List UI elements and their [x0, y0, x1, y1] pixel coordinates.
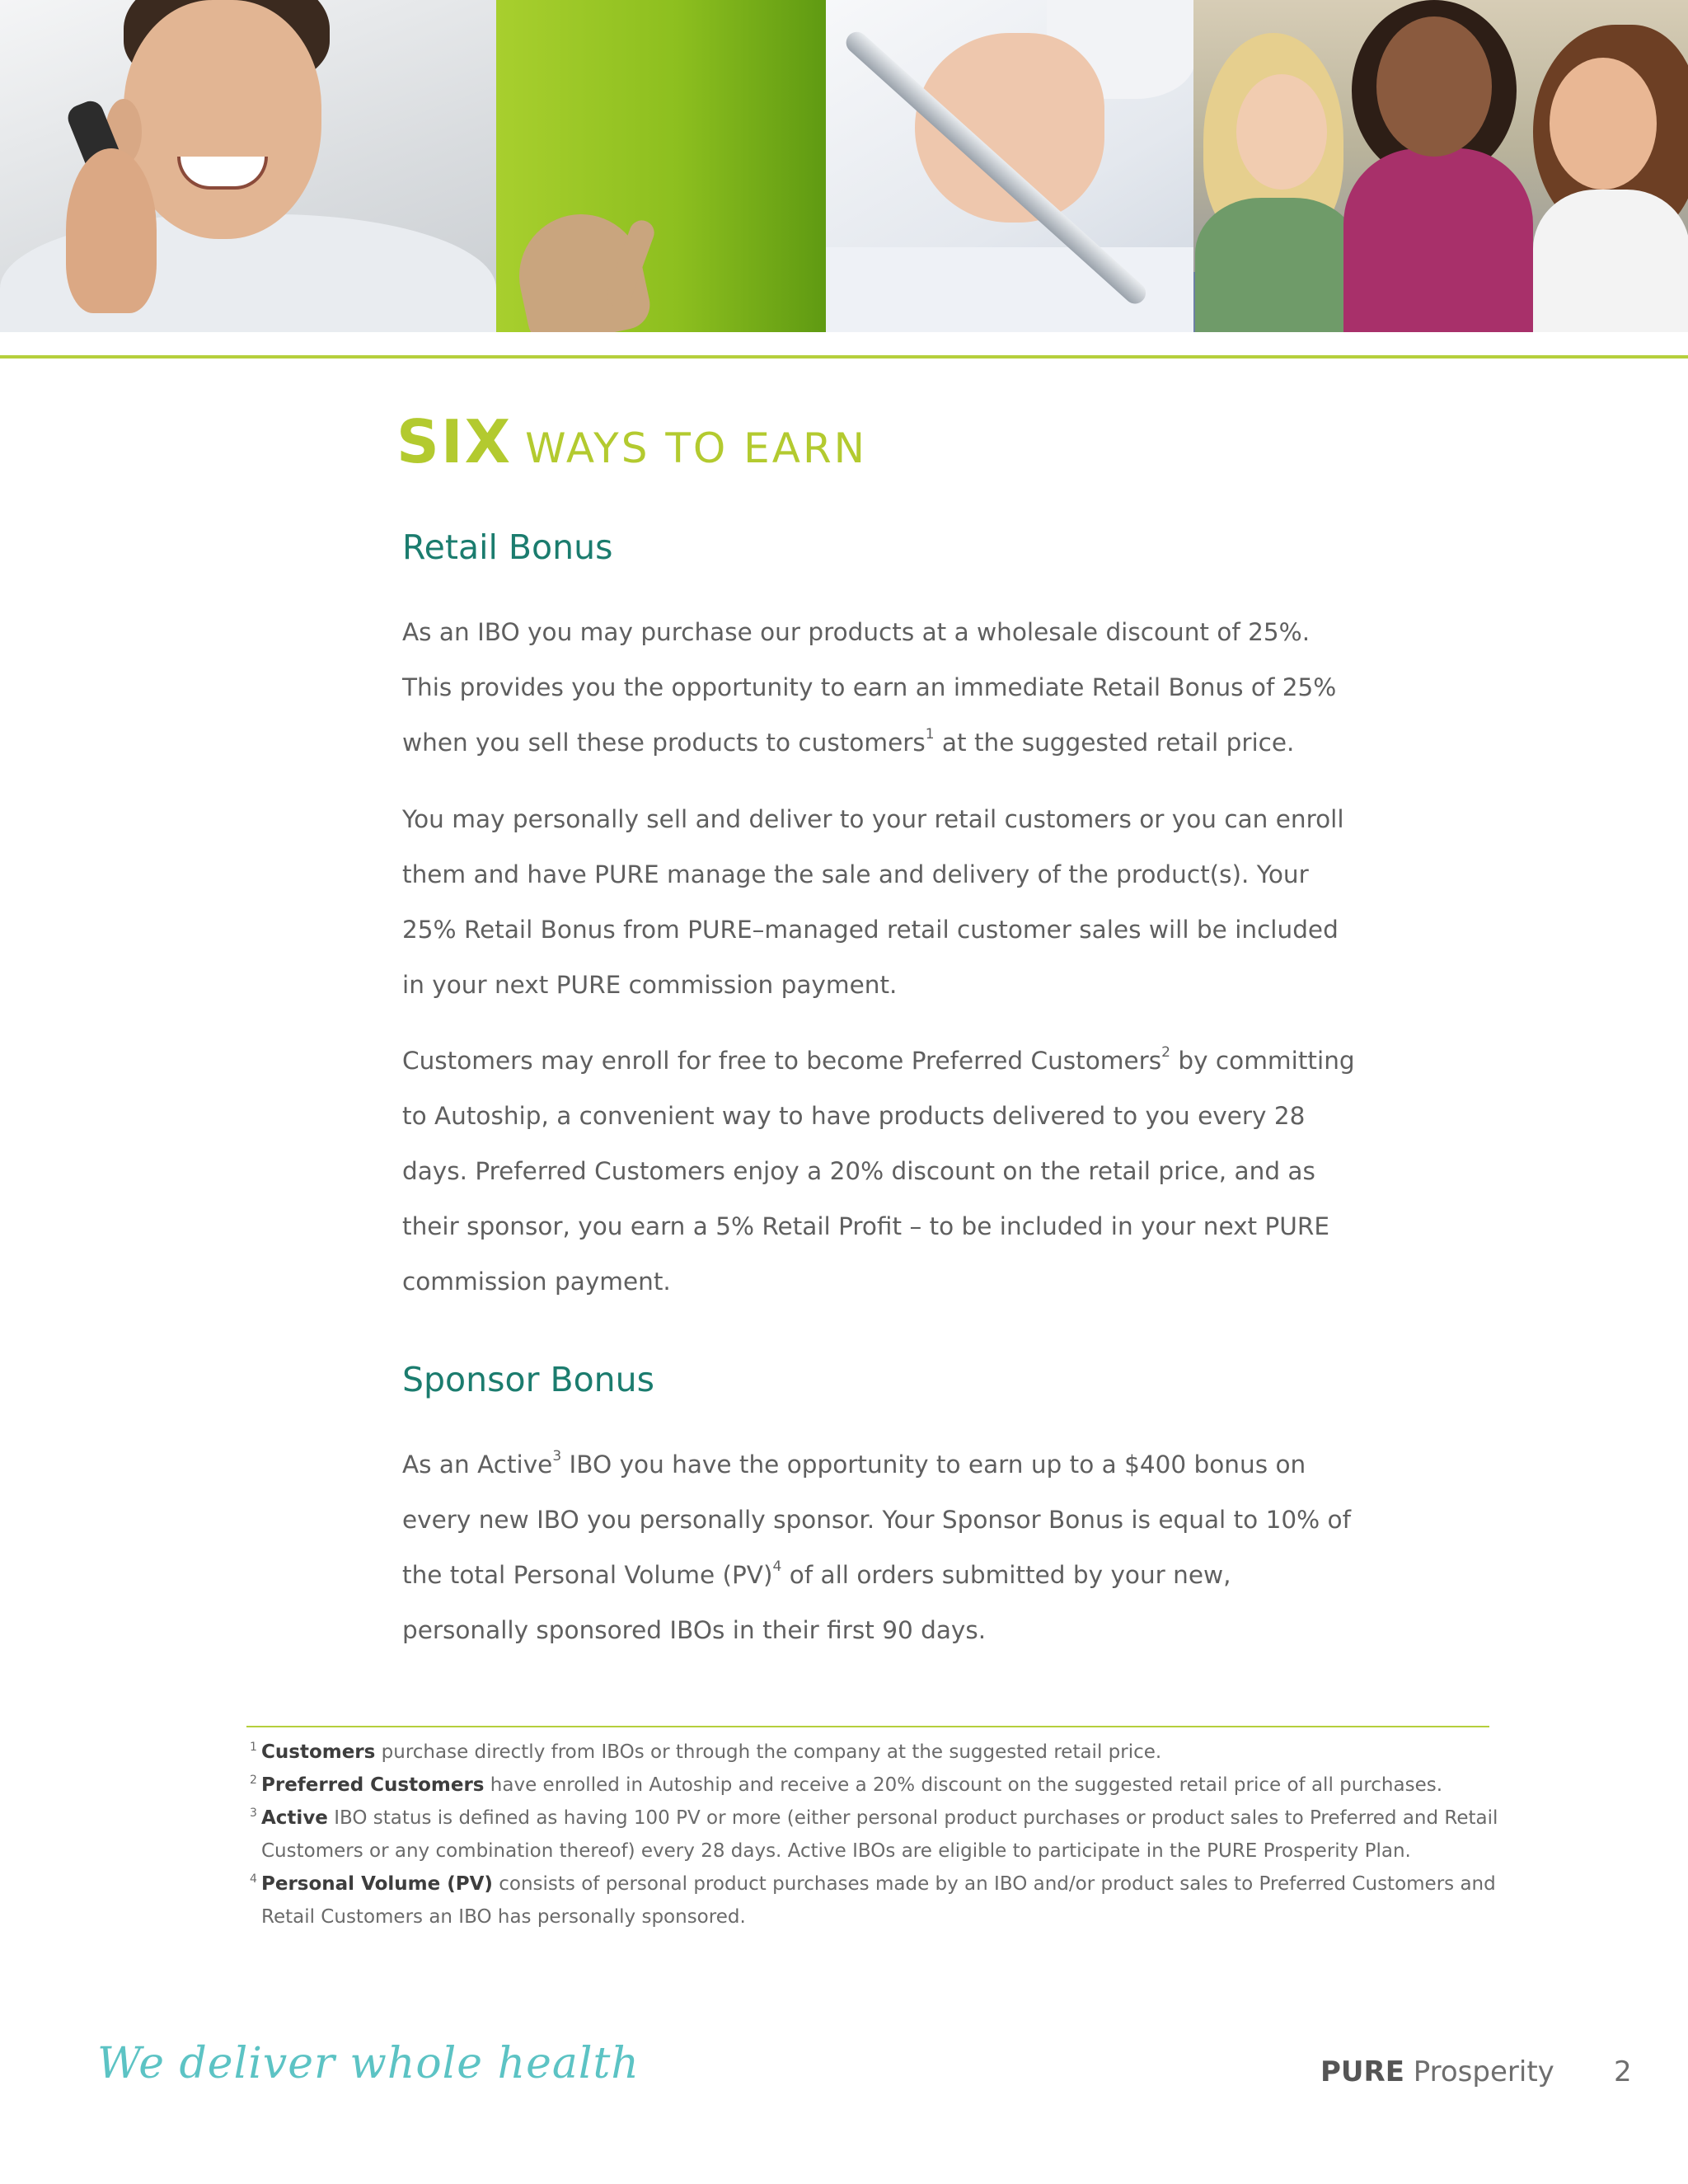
man-on-phone-photo	[0, 0, 496, 332]
footnote-term: Active	[261, 1807, 328, 1829]
footnote-number: 1	[250, 1741, 257, 1754]
footer-brand-rest: Prosperity	[1404, 2055, 1554, 2088]
footnote-text: purchase directly from IBOs or through the company at the suggested retail price.	[375, 1741, 1162, 1763]
footnote-text: IBO status is defined as having 100 PV or more (either personal product purchases or product sales to Preferred and Retail Customers or any combination thereof) every 28 days. Active IBOs are eligible to participate in the PURE Prosperity Plan.	[261, 1807, 1498, 1862]
footnote-ref-1: 1	[925, 726, 935, 743]
sponsor-bonus-text-c: of all orders submitted by your new, personally sponsored IBOs in their first 90 days.	[402, 1561, 1231, 1644]
retail-bonus-paragraph-1	[402, 605, 1358, 771]
page-title	[396, 407, 867, 476]
retail-bonus-paragraph-3	[402, 1033, 1358, 1310]
footnote	[246, 1769, 1516, 1802]
sponsor-bonus-text-a: As an Active	[402, 1451, 553, 1479]
footnote	[246, 1736, 1516, 1769]
retail-bonus-p1-text: As an IBO you may purchase our products at a wholesale discount of 25%. This provides you the opportunity to earn an immediate Retail Bonus of 25% when you sell these products to customers	[402, 618, 1337, 757]
footnote-term: Preferred Customers	[261, 1774, 485, 1796]
footnote-term: Personal Volume (PV)	[261, 1873, 493, 1895]
footnote-number: 3	[250, 1807, 257, 1820]
sponsor-bonus-paragraph	[402, 1437, 1358, 1658]
retail-bonus-heading: Retail Bonus	[402, 527, 613, 567]
retail-bonus-p1-tail: at the suggested retail price.	[934, 729, 1295, 757]
footer-brand-bold: PURE	[1320, 2055, 1404, 2088]
footnotes	[246, 1736, 1516, 1933]
footnote-text: have enrolled in Autoship and receive a 20% discount on the suggested retail price of all purchases.	[484, 1774, 1443, 1796]
footnote-number: 2	[250, 1774, 257, 1787]
footnote-ref-4: 4	[772, 1558, 782, 1576]
footer-tagline: We deliver whole health	[97, 2039, 640, 2088]
header-banner	[0, 0, 1688, 332]
footnote-divider	[246, 1726, 1489, 1727]
footnote	[246, 1868, 1516, 1933]
sponsor-bonus-heading: Sponsor Bonus	[402, 1360, 654, 1399]
page-title-emphasis: SIX	[396, 407, 513, 476]
sponsor-bonus-text-b: IBO you have the opportunity to earn up to a $400 bonus on every new IBO you personally sponsor. Your Sponsor Bonus is equal to 10% of the total Personal Volume (PV)	[402, 1451, 1351, 1589]
footnote-number: 4	[250, 1872, 257, 1886]
green-hand-photo	[496, 0, 826, 332]
retail-bonus-p3-tail: by committing to Autoship, a convenient way to have products delivered to you every 28 days. Preferred Customers enjoy a 20% discount on the retail price, and as their sponsor, you earn a 5% Retail Profit – to be included in your next PURE commission payment.	[402, 1047, 1355, 1296]
three-women-photo	[1193, 0, 1688, 332]
footnote-ref-2: 2	[1161, 1044, 1170, 1062]
footnote	[246, 1802, 1516, 1868]
footnote-ref-3: 3	[552, 1448, 562, 1465]
footnote-term: Customers	[261, 1741, 376, 1763]
footer-brand	[1320, 2055, 1554, 2088]
page-title-rest: WAYS TO EARN	[525, 424, 868, 472]
retail-bonus-paragraph-2: You may personally sell and deliver to your retail customers or you can enroll them and have PURE manage the sale and delivery of the product(s). Your 25% Retail Bonus from PURE–managed retail customer sales will be included in your next PURE commission payment.	[402, 805, 1344, 999]
retail-bonus-p3-text: Customers may enroll for free to become Preferred Customers	[402, 1047, 1162, 1075]
footnote-text: consists of personal product purchases made by an IBO and/or product sales to Preferred Customers and Retail Customers an IBO has personally sponsored.	[261, 1873, 1496, 1928]
header-divider	[0, 355, 1688, 359]
page-number: 2	[1614, 2055, 1632, 2088]
hand-with-pen-photo	[826, 0, 1193, 332]
